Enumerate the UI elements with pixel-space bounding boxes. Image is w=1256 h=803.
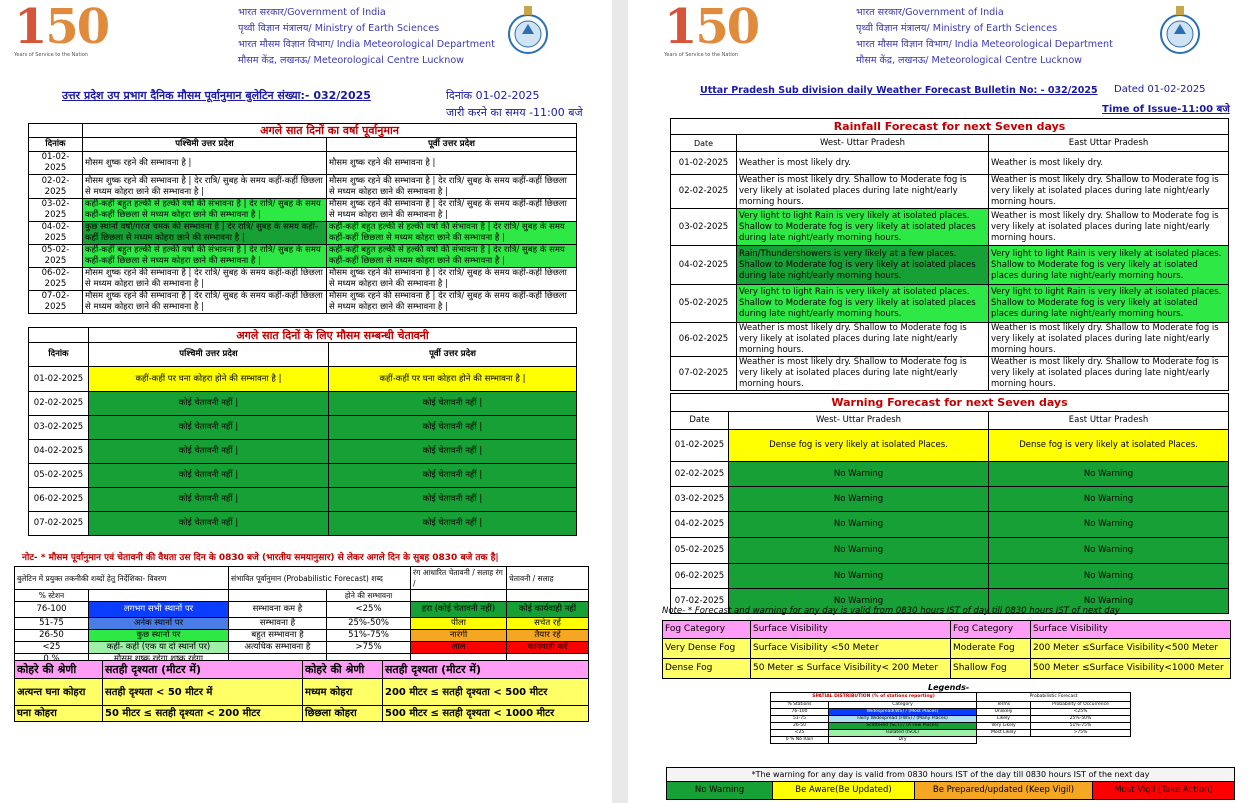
legend-color: हरा (कोई चेतावनी नहीं)	[411, 602, 507, 618]
table-row	[29, 440, 577, 464]
table-row	[29, 245, 577, 268]
bottom-validity-note: *The warning for any day is valid from 0830 hours IST of the day till 0830 hours IST of the next day	[667, 768, 1235, 782]
row-date: 05-02-2025	[29, 245, 83, 268]
row-west: कोई चेतावनी नहीं |	[89, 416, 329, 440]
row-east: मौसम शुष्क रहने की सम्भावना है | देर रात्रि/ सुबह के समय कहीं-कहीं छिछला से मध्यम कोहरा छाने की सम्भावना है |	[327, 175, 577, 199]
table-row	[663, 659, 1231, 679]
legend-term: बहुत सम्भावना है	[229, 630, 327, 642]
table-row	[663, 639, 1231, 659]
fog-vis: 500 मीटर ≤ सतही दृश्यता < 1000 मीटर	[383, 706, 589, 722]
prob-head: Probabilistic Forecast	[977, 693, 1131, 702]
imd-emblem-icon	[506, 4, 550, 60]
fog-vis: 50 Meter ≤ Surface Visibility< 200 Meter	[751, 659, 951, 679]
row-date: 07-02-2025	[29, 512, 89, 536]
table-row	[15, 642, 589, 654]
col-date: दिनांक	[29, 343, 89, 367]
prob-term: Unlikely	[977, 709, 1031, 716]
table-row	[29, 416, 577, 440]
spatial-col: Category	[829, 702, 977, 709]
spatial-distribution-table	[770, 692, 977, 744]
table-row	[671, 246, 1229, 285]
row-date: 02-02-2025	[671, 175, 737, 209]
table-row	[771, 737, 977, 744]
table-row	[671, 285, 1229, 323]
english-rain-title: Rainfall Forecast for next Seven days	[671, 119, 1229, 135]
english-warning-table	[670, 393, 1229, 614]
row-west: कोई चेतावनी नहीं |	[89, 488, 329, 512]
row-date: 01-02-2025	[29, 152, 83, 175]
row-east: कोई चेतावनी नहीं |	[329, 512, 577, 536]
fog-vis: Surface Visibility <50 Meter	[751, 639, 951, 659]
logo-number: 150	[14, 0, 109, 55]
table-row	[29, 392, 577, 416]
hindi-fog-table	[14, 660, 589, 722]
row-east: कोई चेतावनी नहीं |	[329, 440, 577, 464]
fog-vis: 50 मीटर ≤ सतही दृश्यता < 200 मीटर	[103, 706, 303, 722]
fog-cat: Dense Fog	[663, 659, 751, 679]
row-west: कोई चेतावनी नहीं |	[89, 512, 329, 536]
fog-cat: Shallow Fog	[951, 659, 1031, 679]
row-date: 02-02-2025	[29, 175, 83, 199]
legend-pct: <25	[15, 642, 89, 654]
fog-visibility-head: सतही दृश्यता (मीटर में)	[383, 661, 589, 679]
probabilistic-forecast-table	[976, 692, 1131, 737]
col-west: West- Uttar Pradesh	[729, 412, 989, 430]
fog-cat: छिछला कोहरा	[303, 706, 383, 722]
fog-vis: 200 Meter ≤Surface Visibility<500 Meter	[1031, 639, 1231, 659]
row-east: Weather is most likely dry. Shallow to Moderate fog is very likely at isolated places during late night/early morning hours.	[989, 323, 1229, 357]
table-row	[671, 487, 1229, 512]
prob-term: Very Likely	[977, 723, 1031, 730]
legend-pct: 76-100	[15, 602, 89, 618]
row-west: कहीं-कहीं बहुत हल्की से हल्की वर्षा की संभावना है | देर रात्रि/ सुबह के समय कहीं-कहीं छिछला से मध्यम कोहरा छाने की सम्भावना है |	[83, 199, 327, 222]
row-date: 04-02-2025	[671, 512, 729, 538]
col-west: पश्चिमी उत्तर प्रदेश	[83, 138, 327, 152]
col-east: पूर्वी उत्तर प्रदेश	[329, 343, 577, 367]
header-text	[238, 5, 495, 69]
table-row	[671, 152, 1229, 175]
logo-caption: Years of Service to the Nation	[664, 52, 739, 58]
imd-150-logo	[14, 0, 109, 64]
legend-prob: 25%-50%	[327, 618, 411, 630]
row-east: मौसम शुष्क रहने की सम्भावना है | देर रात्रि/ सुबह के समय कहीं-कहीं छिछला से मध्यम कोहरा छाने की सम्भावना है |	[327, 291, 577, 314]
legend-term: सम्भावना है	[229, 618, 327, 630]
spatial-col: % Stations	[771, 702, 829, 709]
ministry-line: पृथ्वी विज्ञान मंत्रालय/ Ministry of Earth Sciences	[856, 23, 1058, 34]
legend-action: तैयार रहें	[507, 630, 589, 642]
english-issue-time: Time of Issue-11:00 बजे	[1102, 104, 1230, 115]
gov-line: भारत सरकार/Government of India	[238, 7, 386, 18]
spatial-head: SPATIAL DISTRIBUTION (% of stations reporting)	[771, 693, 977, 702]
row-east: No Warning	[989, 538, 1229, 564]
row-date: 04-02-2025	[671, 246, 737, 285]
row-east: मौसम शुष्क रहने की सम्भावना है | देर रात्रि/ सुबह के समय कहीं-कहीं छिछला से मध्यम कोहरा छाने की सम्भावना है |	[327, 268, 577, 291]
table-row	[977, 730, 1131, 737]
row-west: मौसम शुष्क रहने की सम्भावना है | देर रात्रि/ सुबह के समय कहीं-कहीं छिछला से मध्यम कोहरा छाने की सम्भावना है |	[83, 175, 327, 199]
row-date: 02-02-2025	[671, 462, 729, 487]
legend-color: लाल	[411, 642, 507, 654]
legend-desc: अनेक स्थानों पर	[89, 618, 229, 630]
table-row	[29, 222, 577, 245]
col-west: पश्चिमी उत्तर प्रदेश	[89, 343, 329, 367]
row-date: 06-02-2025	[29, 268, 83, 291]
fog-category-head: कोहरे की श्रेणी	[303, 661, 383, 679]
row-west: No Warning	[729, 538, 989, 564]
row-date: 02-02-2025	[29, 392, 89, 416]
row-date: 05-02-2025	[671, 285, 737, 323]
dept-line: भारत मौसम विज्ञान विभाग/ India Meteorological Department	[238, 39, 495, 50]
legend-desc: मौसम शुष्क रहेगा शुष्क रहेगा	[89, 654, 229, 666]
legend-desc: कुछ स्थानों पर	[89, 630, 229, 642]
row-east: कहीं-कहीं बहुत हल्की से हल्की वर्षा की संभावना है | देर रात्रि/ सुबह के समय कहीं-कहीं छिछला से मध्यम कोहरा छाने की सम्भावना है |	[327, 245, 577, 268]
legend-head-action: चेतावनी / सलाह	[507, 567, 589, 590]
row-east: Weather is most likely dry.	[989, 152, 1229, 175]
legends-title: Legends-	[928, 683, 970, 692]
spatial-cat: Scattered (SCT) / (A Few Places)	[829, 723, 977, 730]
row-east: Weather is most likely dry. Shallow to Moderate fog is very likely at isolated places during late night/early morning hours.	[989, 357, 1229, 391]
fog-vis: 200 मीटर ≤ सतही दृश्यता < 500 मीटर	[383, 679, 589, 706]
hindi-bulletin-page	[0, 0, 612, 803]
table-row	[15, 630, 589, 642]
hindi-bulletin-title: उत्तर प्रदेश उप प्रभाग दैनिक मौसम पूर्वानुमान बुलेटिन संख्या:- 032/2025	[62, 89, 371, 102]
fog-cat: Very Dense Fog	[663, 639, 751, 659]
row-east: कहीं-कहीं बहुत हल्की से हल्की वर्षा की संभावना है | देर रात्रि/ सुबह के समय कहीं-कहीं छिछला से मध्यम कोहरा छाने की सम्भावना है |	[327, 222, 577, 245]
table-row	[671, 209, 1229, 246]
spatial-cat: Widespread(WS) / (Most Places)	[829, 709, 977, 716]
prob-term: Most Likely	[977, 730, 1031, 737]
row-west: Very light to light Rain is very likely at isolated places. Shallow to Moderate fog is very likely at isolated places during late night/early morning hours.	[737, 209, 989, 246]
row-east: कोई चेतावनी नहीं |	[329, 416, 577, 440]
table-row	[671, 538, 1229, 564]
row-west: कोई चेतावनी नहीं |	[89, 392, 329, 416]
fog-vis: सतही दृश्यता < 50 मीटर में	[103, 679, 303, 706]
table-row	[671, 564, 1229, 589]
table-row	[29, 152, 577, 175]
row-west: Weather is most likely dry.	[737, 152, 989, 175]
spatial-cat: Dry	[829, 737, 977, 744]
hindi-warning-table	[28, 327, 577, 536]
row-date: 03-02-2025	[671, 487, 729, 512]
prob-value: 25%-50%	[1031, 716, 1131, 723]
table-row	[29, 512, 577, 536]
row-date: 04-02-2025	[29, 440, 89, 464]
row-west: मौसम शुष्क रहने की सम्भावना है |	[83, 152, 327, 175]
legend-prob: >75%	[327, 642, 411, 654]
legend-action: सचेत रहें	[507, 618, 589, 630]
legend-desc: कहीं- कहीं (एक या दो स्थानों पर)	[89, 642, 229, 654]
hindi-issue-time: जारी करने का समय -11:00 बजे	[446, 106, 583, 119]
row-date: 07-02-2025	[671, 357, 737, 391]
spatial-pct: 51-75	[771, 716, 829, 723]
row-date: 07-02-2025	[671, 589, 729, 614]
legend-prob: 51%-75%	[327, 630, 411, 642]
row-east: कोई चेतावनी नहीं |	[329, 392, 577, 416]
fog-category-head: Fog Category	[663, 621, 751, 639]
fog-visibility-head: सतही दृश्यता (मीटर में)	[103, 661, 303, 679]
table-row	[977, 716, 1131, 723]
legend-prob: <25%	[327, 602, 411, 618]
fog-visibility-head: Surface Visibility	[751, 621, 951, 639]
table-row	[671, 175, 1229, 209]
english-rainfall-table	[670, 118, 1229, 391]
row-date: 04-02-2025	[29, 222, 83, 245]
table-row	[771, 709, 977, 716]
col-east: पूर्वी उत्तर प्रदेश	[327, 138, 577, 152]
hindi-warn-title: अगले सात दिनों के लिए मौसम सम्बन्धी चेतावनी	[89, 328, 577, 343]
gov-line: भारत सरकार/Government of India	[856, 7, 1004, 18]
legend-color: नारंगी	[411, 630, 507, 642]
row-date: 03-02-2025	[29, 416, 89, 440]
prob-value: 51%-75%	[1031, 723, 1131, 730]
row-date: 03-02-2025	[29, 199, 83, 222]
fog-visibility-head: Surface Visibility	[1031, 621, 1231, 639]
row-east: मौसम शुष्क रहने की सम्भावना है |	[327, 152, 577, 175]
hindi-validity-note: नोट- * मौसम पूर्वानुमान एवं चेतावनी की वैधता उस दिन के 0830 बजे (भारतीय समयानुसार) से लेकर अगले दिन के सुबह 0830 बजे तक है|	[22, 553, 499, 563]
table-row	[977, 709, 1131, 716]
header-text	[856, 5, 1113, 69]
legend-action: कार्यवाही करें	[507, 642, 589, 654]
spatial-pct: 0 % No Rain	[771, 737, 829, 744]
spatial-cat: Isolated (ISOL)	[829, 730, 977, 737]
table-row	[29, 464, 577, 488]
warning-color-legend	[666, 767, 1235, 800]
legend-action: कोई कार्यवाही नहीं	[507, 602, 589, 618]
col-east: East Uttar Pradesh	[989, 135, 1229, 152]
prob-value: >75%	[1031, 730, 1131, 737]
logo-number: 150	[664, 0, 759, 55]
col-west: West- Uttar Pradesh	[737, 135, 989, 152]
row-west: Weather is most likely dry. Shallow to Moderate fog is very likely at isolated places during late night/early morning hours.	[737, 175, 989, 209]
row-west: मौसम शुष्क रहने की सम्भावना है | देर रात्रि/ सुबह के समय कहीं-कहीं छिछला से मध्यम कोहरा छाने की सम्भावना है |	[83, 268, 327, 291]
legend-color: पीला	[411, 618, 507, 630]
row-west: कुछ स्थानों वर्षा/गरज चमक की सम्भावना है | देर रात्रि/ सुबह के समय कहीं-कहीं छिछला से मध्यम कोहरा छाने की सम्भावना है |	[83, 222, 327, 245]
table-row	[671, 323, 1229, 357]
row-west: No Warning	[729, 462, 989, 487]
legend-desc: लगभग सभी स्थानों पर	[89, 602, 229, 618]
fog-vis: 500 Meter ≤Surface Visibility<1000 Meter	[1031, 659, 1231, 679]
legend-term: अत्यधिक सम्भावना है	[229, 642, 327, 654]
row-date: 01-02-2025	[671, 152, 737, 175]
imd-emblem-icon	[1158, 4, 1202, 60]
english-validity-note: Note- * Forecast and warning for any day is valid from 0830 hours IST of day till 0830 hours IST of next day	[662, 606, 1120, 616]
english-bulletin-page	[628, 0, 1256, 803]
table-row	[29, 175, 577, 199]
english-bulletin-title: Uttar Pradesh Sub division daily Weather Forecast Bulletin No: - 032/2025	[700, 85, 1098, 96]
table-row	[671, 357, 1229, 391]
col-east: East Uttar Pradesh	[989, 412, 1229, 430]
row-east: No Warning	[989, 462, 1229, 487]
legend-most-vigil: Most Vigil (Take Action)	[1093, 782, 1235, 800]
row-west: No Warning	[729, 589, 989, 614]
english-warn-title: Warning Forecast for next Seven days	[671, 394, 1229, 412]
legend-head-prob: संभावित पूर्वानुमान (Probabilistic Forecast) शब्द	[229, 567, 411, 590]
row-west: No Warning	[729, 512, 989, 538]
table-row	[771, 723, 977, 730]
table-row	[671, 512, 1229, 538]
row-east: Weather is most likely dry. Shallow to Moderate fog is very likely at isolated places during late night/early morning hours.	[989, 209, 1229, 246]
row-date: 01-02-2025	[29, 367, 89, 392]
table-row	[15, 602, 589, 618]
row-west: Rain/Thundershowers is very likely at a few places. Shallow to Moderate fog is very likely at isolated places during late night/early morning hours.	[737, 246, 989, 285]
logo-caption: Years of Service to the Nation	[14, 52, 89, 58]
row-west: कहीं-कहीं बहुत हल्की से हल्की वर्षा की संभावना है | देर रात्रि/ सुबह के समय कहीं-कहीं छिछला से मध्यम कोहरा छाने की सम्भावना है |	[83, 245, 327, 268]
row-west: कहीं-कहीं पर घना कोहरा होने की सम्भावना है |	[89, 367, 329, 392]
row-date: 01-02-2025	[671, 430, 729, 462]
row-west: Very light to light Rain is very likely at isolated places. Shallow to Moderate fog is very likely at isolated places during late night/early morning hours.	[737, 285, 989, 323]
spatial-cat: Fairly Widespread (FWS) / (Many Places)	[829, 716, 977, 723]
row-west: Weather is most likely dry. Shallow to Moderate fog is very likely at isolated places during late night/early morning hours.	[737, 323, 989, 357]
row-date: 06-02-2025	[671, 323, 737, 357]
imd-150-logo	[664, 0, 759, 64]
prob-value: <25%	[1031, 709, 1131, 716]
row-west: मौसम शुष्क रहने की सम्भावना है | देर रात्रि/ सुबह के समय कहीं-कहीं छिछला से मध्यम कोहरा छाने की सम्भावना है |	[83, 291, 327, 314]
table-row	[671, 430, 1229, 462]
row-east: No Warning	[989, 564, 1229, 589]
table-row	[771, 730, 977, 737]
row-east: मौसम शुष्क रहने की सम्भावना है | देर रात्रि/ सुबह के समय कहीं-कहीं छिछला से मध्यम कोहरा छाने की सम्भावना है |	[327, 199, 577, 222]
table-row	[29, 199, 577, 222]
legend-head-chance: होने की सम्भावना	[327, 590, 411, 602]
hindi-dated: दिनांक 01-02-2025	[446, 89, 540, 102]
hindi-rainfall-table	[28, 123, 577, 314]
table-row	[29, 268, 577, 291]
row-east: Very light to light Rain is very likely at isolated places. Shallow to Moderate fog is very likely at isolated places during late night/early morning hours.	[989, 246, 1229, 285]
legend-pct: 26-50	[15, 630, 89, 642]
row-west: No Warning	[729, 564, 989, 589]
table-row	[15, 679, 589, 706]
row-date: 03-02-2025	[671, 209, 737, 246]
row-east: No Warning	[989, 512, 1229, 538]
fog-category-head: कोहरे की श्रेणी	[15, 661, 103, 679]
table-row	[771, 716, 977, 723]
legend-pct: 0 %	[15, 654, 89, 666]
english-fog-table	[662, 620, 1231, 679]
row-date: 05-02-2025	[29, 464, 89, 488]
row-west: कोई चेतावनी नहीं |	[89, 464, 329, 488]
prob-col: Terms	[977, 702, 1031, 709]
prob-term: Likely	[977, 716, 1031, 723]
row-west: No Warning	[729, 487, 989, 512]
row-east: कहीं-कहीं पर घना कोहरा होने की सम्भावना है |	[329, 367, 577, 392]
legend-head-pct: % स्टेशन	[15, 590, 89, 602]
row-east: कोई चेतावनी नहीं |	[329, 464, 577, 488]
legend-no-warning: No Warning	[667, 782, 773, 800]
spatial-pct: <25	[771, 730, 829, 737]
ministry-line: पृथ्वी विज्ञान मंत्रालय/ Ministry of Earth Sciences	[238, 23, 440, 34]
row-west: कोई चेतावनी नहीं |	[89, 440, 329, 464]
table-row	[15, 706, 589, 722]
row-east: Weather is most likely dry. Shallow to Moderate fog is very likely at isolated places during late night/early morning hours.	[989, 175, 1229, 209]
row-east: No Warning	[989, 589, 1229, 614]
row-date: 06-02-2025	[29, 488, 89, 512]
table-row	[671, 462, 1229, 487]
legend-term: सम्भावना कम है	[229, 602, 327, 618]
table-row	[29, 291, 577, 314]
table-row	[29, 367, 577, 392]
hindi-rain-title: अगले सात दिनों का वर्षा पूर्वानुमान	[83, 124, 577, 138]
row-east: Very light to light Rain is very likely at isolated places. Shallow to Moderate fog is very likely at isolated places during late night/early morning hours.	[989, 285, 1229, 323]
legend-head-color: रंग आधारित चेतावनी / सलाह रंग /	[411, 567, 507, 590]
row-date: 05-02-2025	[671, 538, 729, 564]
dept-line: भारत मौसम विज्ञान विभाग/ India Meteorological Department	[856, 39, 1113, 50]
table-row	[15, 618, 589, 630]
col-date: Date	[671, 135, 737, 152]
legend-pct: 51-75	[15, 618, 89, 630]
spatial-pct: 26-50	[771, 723, 829, 730]
legend-be-aware: Be Aware(Be Updated)	[773, 782, 915, 800]
fog-cat: घना कोहरा	[15, 706, 103, 722]
fog-cat: अत्यन्त घना कोहरा	[15, 679, 103, 706]
hindi-legend-table	[14, 566, 589, 666]
row-date: 06-02-2025	[671, 564, 729, 589]
row-east: Dense fog is very likely at isolated Places.	[989, 430, 1229, 462]
row-east: No Warning	[989, 487, 1229, 512]
table-row	[977, 723, 1131, 730]
prob-col: Probability of Occurrence	[1031, 702, 1131, 709]
row-west: Weather is most likely dry. Shallow to Moderate fog is very likely at isolated places during late night/early morning hours.	[737, 357, 989, 391]
col-date: दिनांक	[29, 138, 83, 152]
fog-cat: मध्यम कोहरा	[303, 679, 383, 706]
fog-cat: Moderate Fog	[951, 639, 1031, 659]
row-east: कोई चेतावनी नहीं |	[329, 488, 577, 512]
row-west: Dense fog is very likely at isolated Places.	[729, 430, 989, 462]
centre-line: मौसम केंद्र, लखनऊ/ Meteorological Centre Lucknow	[238, 55, 465, 66]
english-dated: Dated 01-02-2025	[1114, 84, 1206, 95]
legend-be-prepared: Be Prepared/updated (Keep Vigil)	[915, 782, 1093, 800]
centre-line: मौसम केंद्र, लखनऊ/ Meteorological Centre Lucknow	[856, 55, 1083, 66]
col-date: Date	[671, 412, 729, 430]
legend-head-desc: बुलेटिन में प्रयुक्त तकनीकी शब्दों हेतु निर्देशिका- विवरण	[15, 567, 229, 590]
table-row	[29, 488, 577, 512]
fog-category-head: Fog Category	[951, 621, 1031, 639]
spatial-pct: 76-100	[771, 709, 829, 716]
row-date: 07-02-2025	[29, 291, 83, 314]
